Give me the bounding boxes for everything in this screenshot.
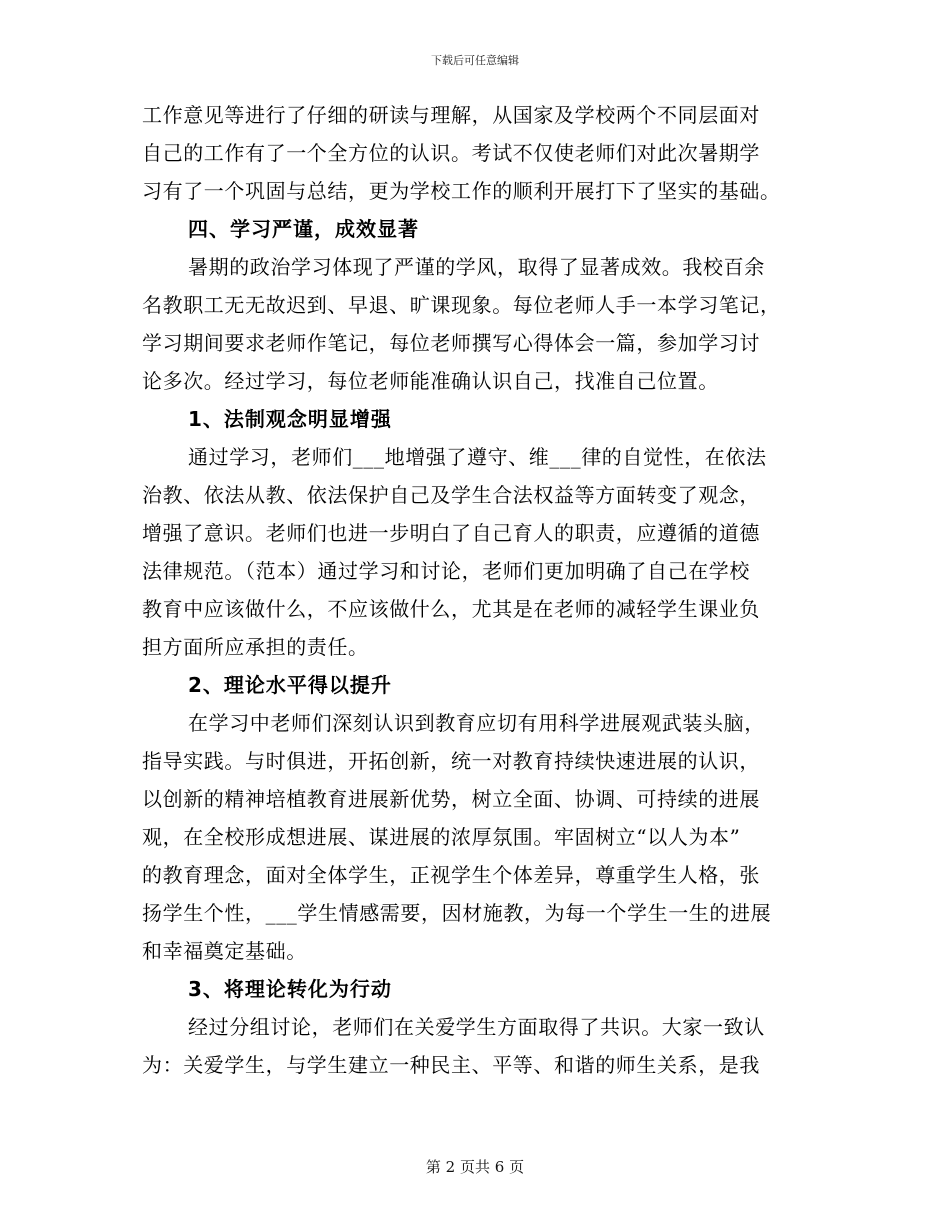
- paragraph-line: 名教职工无无故迟到、早退、旷课现象。每位老师人手一本学习笔记，: [142, 293, 781, 317]
- paragraph-line: 担方面所应承担的责任。: [142, 635, 369, 659]
- paragraph-line: 治教、依法从教、依法保护自己及学生合法权益等方面转变了观念，: [142, 483, 760, 507]
- subsection-heading: 3、将理论转化为行动: [188, 977, 392, 1001]
- paragraph-line: 的教育理念，面对全体学生，正视学生个体差异，尊重学生人格，张: [142, 863, 760, 887]
- paragraph-line: 观，在全校形成想进展、谋进展的浓厚氛围。牢固树立“以人为本”: [142, 825, 741, 849]
- paragraph-line: 自己的工作有了一个全方位的认识。考试不仅使老师们对此次暑期学: [142, 141, 760, 165]
- document-body: [142, 96, 814, 1084]
- paragraph-line: 习有了一个巩固与总结，更为学校工作的顺利开展打下了坚实的基础。: [142, 179, 781, 203]
- paragraph-line: 法律规范。（范本）通过学习和讨论，老师们更加明确了自己在学校: [142, 559, 750, 583]
- paragraph-line: 学习期间要求老师作笔记，每位老师撰写心得体会一篇，参加学习讨: [142, 331, 760, 355]
- paragraph-line: 为：关爱学生，与学生建立一种民主、平等、和谐的师生关系，是我: [142, 1053, 760, 1077]
- paragraph-line: 通过学习，老师们___地增强了遵守、维___律的自觉性，在依法: [188, 445, 767, 469]
- paragraph-line: 工作意见等进行了仔细的研读与理解，从国家及学校两个不同层面对: [142, 103, 760, 127]
- paragraph-line: 教育中应该做什么，不应该做什么，尤其是在老师的减轻学生课业负: [142, 597, 760, 621]
- page-header: 下载后可任意编辑: [431, 54, 519, 67]
- paragraph-line: 在学习中老师们深刻认识到教育应切有用科学进展观武装头脑，: [188, 711, 765, 735]
- subsection-heading: 2、理论水平得以提升: [188, 673, 392, 697]
- page-number-footer: 第 2 页共 6 页: [425, 1158, 525, 1176]
- paragraph-line: 经过分组讨论，老师们在关爱学生方面取得了共识。大家一致认: [188, 1015, 765, 1039]
- paragraph-line: 暑期的政治学习体现了严谨的学风，取得了显著成效。我校百余: [188, 255, 765, 279]
- paragraph-line: 论多次。经过学习，每位老师能准确认识自己，找准自己位置。: [142, 369, 719, 393]
- paragraph-line: 和幸福奠定基础。: [142, 939, 307, 963]
- paragraph-line: 以创新的精神培植教育进展新优势，树立全面、协调、可持续的进展: [142, 787, 760, 811]
- paragraph-line: 扬学生个性，___学生情感需要，因材施教，为每一个学生一生的进展: [142, 901, 772, 925]
- paragraph-line: 增强了意识。老师们也进一步明白了自己育人的职责，应遵循的道德: [142, 521, 760, 545]
- section-heading: 四、学习严谨，成效显著: [188, 217, 419, 241]
- subsection-heading: 1、法制观念明显增强: [188, 407, 392, 431]
- paragraph-line: 指导实践。与时俱进，开拓创新，统一对教育持续快速进展的认识，: [142, 749, 760, 773]
